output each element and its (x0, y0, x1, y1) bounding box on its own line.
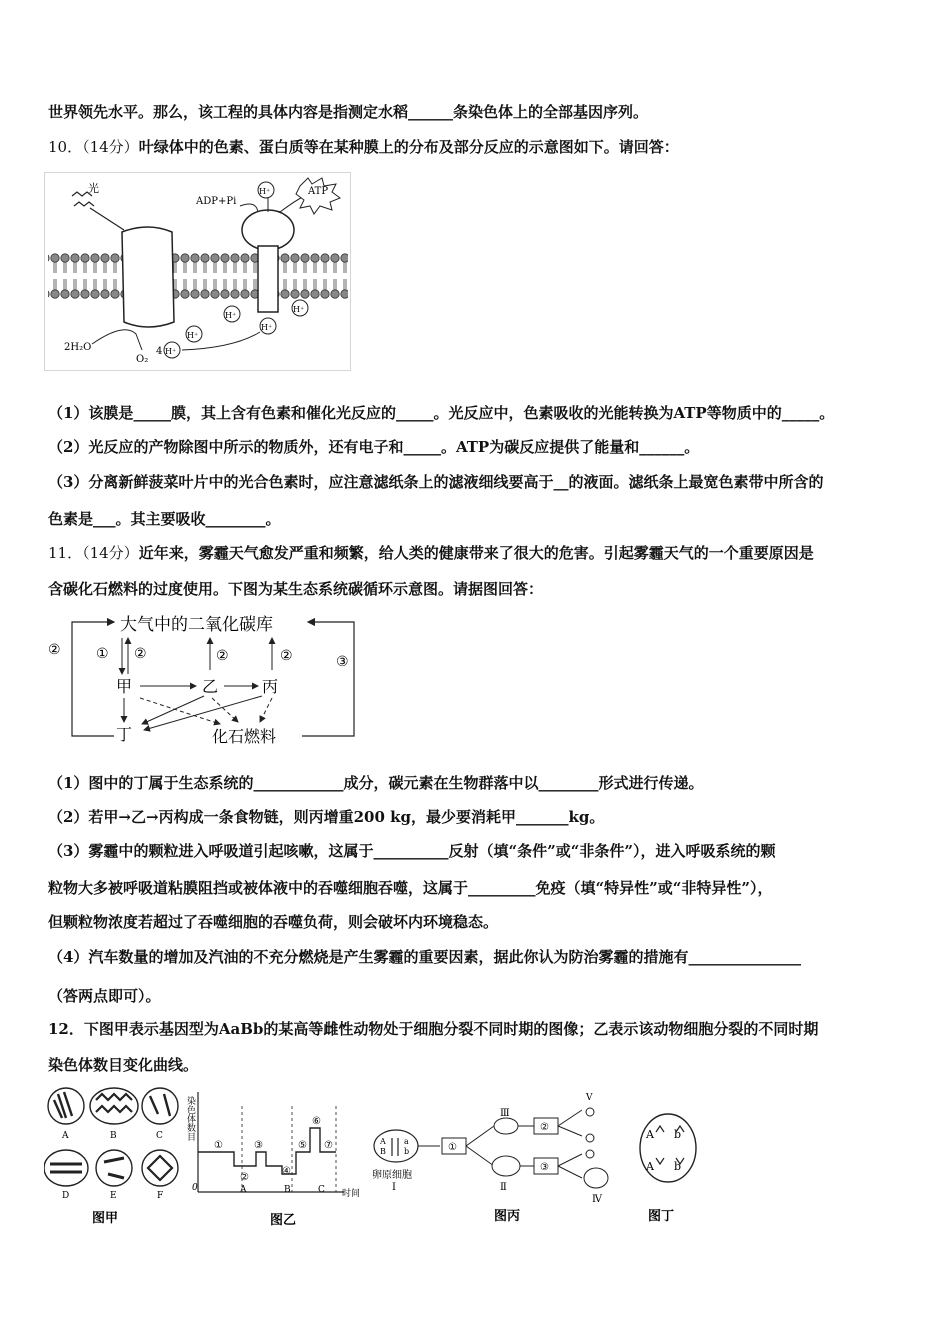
jia-label: 甲 (116, 677, 133, 696)
segment-label: ③ (254, 1140, 263, 1151)
roman-label: Ⅴ (586, 1093, 593, 1103)
cell-d (44, 1150, 88, 1186)
segment-label: ⑥ (312, 1116, 321, 1127)
h-plus-label: H⁺ (187, 331, 199, 340)
segment-label: ④ (282, 1166, 291, 1177)
atp-label: ATP (308, 186, 329, 197)
cell-ii (492, 1156, 520, 1176)
allele-label: b (674, 1128, 682, 1141)
chromosome-curve (198, 1128, 336, 1174)
polar-body (586, 1150, 594, 1158)
question-10-stem (48, 136, 908, 158)
cell-iii (494, 1118, 518, 1134)
cell-label: F (157, 1191, 164, 1201)
allele-label: A (380, 1137, 386, 1146)
question-number: 10．（14分） (48, 138, 139, 156)
water-label: 2H₂O (64, 342, 92, 353)
process-box-label: ② (540, 1122, 549, 1133)
text-line: 世界领先水平。那么，该工程的具体内容是指测定水稻______条染色体上的全部基因序列。 (48, 103, 649, 121)
process-2-label: ② (216, 648, 229, 664)
process-1-label: ① (96, 646, 109, 662)
thylakoid-membrane-figure (44, 172, 356, 372)
h-plus-label: H⁺ (261, 323, 273, 332)
question-11-part-3: 粒物大多被呼吸道粘膜阻挡或被体液中的吞噬细胞吞噬，这属于_________免疫（填“特异性”或“非特异性”）， (48, 879, 773, 897)
roman-label: Ⅱ (500, 1182, 507, 1193)
roman-label: Ⅳ (592, 1194, 602, 1205)
oogenesis-diagram (372, 1093, 608, 1224)
chromosome-number-graph (185, 1092, 360, 1228)
caption-bing: 图丙 (494, 1209, 521, 1224)
h-plus-label: H⁺ (259, 187, 271, 196)
allele-label: A (646, 1160, 654, 1173)
question-text: 叶绿体中的色素、蛋白质等在某种膜上的分布及部分反应的示意图如下。请回答： (138, 138, 679, 156)
roman-label: Ⅲ (500, 1108, 510, 1119)
question-11-part-1: （1）图中的丁属于生态系统的____________成分，碳元素在生物群落中以________形式进行传递。 (48, 774, 704, 792)
cell-label: C (156, 1131, 163, 1141)
cell-group-jia (44, 1088, 178, 1226)
stage-label: B (284, 1185, 291, 1195)
ding-label: 丁 (116, 725, 133, 744)
cell-e (96, 1150, 132, 1186)
cell-ding-group (640, 1114, 696, 1224)
polar-body (586, 1108, 594, 1116)
x-axis-label: 时间 (342, 1189, 361, 1199)
question-11-part-4: （答两点即可）。 (48, 987, 161, 1005)
atp-synthase-stalk (258, 246, 278, 312)
polar-body (586, 1134, 594, 1142)
origin-label: 0 (192, 1183, 198, 1193)
cell-label: B (110, 1131, 117, 1141)
photosystem-protein (122, 227, 174, 327)
process-box-label: ③ (540, 1162, 549, 1173)
process-box-label: ① (448, 1142, 457, 1153)
stage-label: C (318, 1185, 325, 1195)
process-2-label: ② (134, 646, 147, 662)
process-3-label: ③ (336, 654, 349, 670)
process-2-label: ② (280, 648, 293, 664)
segment-label: ⑤ (298, 1140, 307, 1151)
y-axis-label: 染色体数目 (185, 1096, 195, 1141)
roman-label: Ⅰ (392, 1182, 396, 1193)
allele-label: A (646, 1128, 654, 1141)
question-10-part-3: （3）分离新鲜菠菜叶片中的光合色素时，应注意滤纸条上的滤液细线要高于__的液面。滤纸条上最宽色素带中所含的 (48, 473, 824, 491)
question-11-stem: 含碳化石燃料的过度使用。下图为某生态系统碳循环示意图。请据图回答： (48, 580, 544, 598)
lipid-bilayer (48, 250, 348, 300)
oocyte-cell (374, 1130, 418, 1162)
allele-label: b (404, 1147, 410, 1156)
cell-a (48, 1088, 84, 1124)
question-11-stem (48, 542, 908, 564)
caption-yi: 图乙 (270, 1213, 297, 1228)
oocyte-label: 卵原细胞 (372, 1170, 412, 1181)
segment-label: ② (240, 1172, 249, 1183)
question-11-part-2: （2）若甲→乙→丙构成一条食物链，则丙增重200 kg，最少要消耗甲_______kg。 (48, 808, 605, 826)
question-11-part-3: 但颗粒物浓度若超过了吞噬细胞的吞噬负荷，则会破坏内环境稳态。 (48, 913, 499, 931)
allele-label: b (674, 1160, 682, 1173)
question-10-part-2: （2）光反应的产物除图中所示的物质外，还有电子和_____。ATP为碳反应提供了能量和______。 (48, 438, 700, 456)
question-text: 近年来，雾霾天气愈发严重和频繁，给人类的健康带来了很大的危害。引起雾霾天气的一个重要原因是 (138, 544, 814, 562)
question-12-stem: 染色体数目变化曲线。 (48, 1056, 199, 1074)
light-label: 光 (88, 182, 99, 195)
question-10-part-1: （1）该膜是_____膜，其上含有色素和催化光反应的_____。光反应中，色素吸收的光能转换为ATP等物质中的_____。 (48, 404, 835, 422)
atp-synthase-head (242, 210, 294, 250)
process-2-label: ② (48, 642, 61, 658)
cell-label: E (110, 1191, 117, 1201)
h-plus-label: H⁺ (225, 311, 237, 320)
segment-label: ⑦ (324, 1140, 333, 1151)
oxygen-label: O₂ (136, 354, 149, 365)
allele-label: B (380, 1147, 386, 1156)
bing-label: 丙 (262, 677, 279, 696)
atmosphere-co2-pool-label: 大气中的二氧化碳库 (120, 615, 273, 635)
yi-label: 乙 (202, 677, 219, 696)
four-label: 4 (156, 346, 163, 357)
h-plus-label: H⁺ (165, 347, 177, 356)
question-11-part-4: （4）汽车数量的增加及汽油的不充分燃烧是产生雾霾的重要因素，据此你认为防治雾霾的措施有_______________ (48, 948, 801, 966)
question-number: 11．（14分） (48, 544, 139, 562)
segment-label: ① (214, 1140, 223, 1151)
egg-cell (584, 1168, 608, 1188)
h-plus-label: H⁺ (293, 305, 305, 314)
question-11-part-3: （3）雾霾中的颗粒进入呼吸道引起咳嗽，这属于__________反射（填“条件”或“非条件”），进入呼吸系统的颗 (48, 842, 776, 860)
carbon-cycle-figure (44, 608, 364, 750)
question-10-part-3: 色素是___。其主要吸收________。 (48, 510, 281, 528)
allele-label: a (404, 1137, 409, 1146)
caption-ding: 图丁 (648, 1209, 675, 1224)
question-12-stem: 12．下图甲表示基因型为AaBb的某高等雌性动物处于细胞分裂不同时期的图像；乙表示该动物细胞分裂的不同时期 (48, 1020, 819, 1038)
adp-pi-label: ADP+Pi (196, 196, 237, 207)
cell-label: A (62, 1131, 69, 1141)
caption-jia: 图甲 (92, 1211, 119, 1226)
stage-label: A (240, 1185, 247, 1195)
fossil-fuel-label: 化石燃料 (212, 727, 277, 746)
cell-label: D (62, 1191, 70, 1201)
cell-division-figure (44, 1086, 904, 1232)
cell-c (142, 1088, 178, 1124)
